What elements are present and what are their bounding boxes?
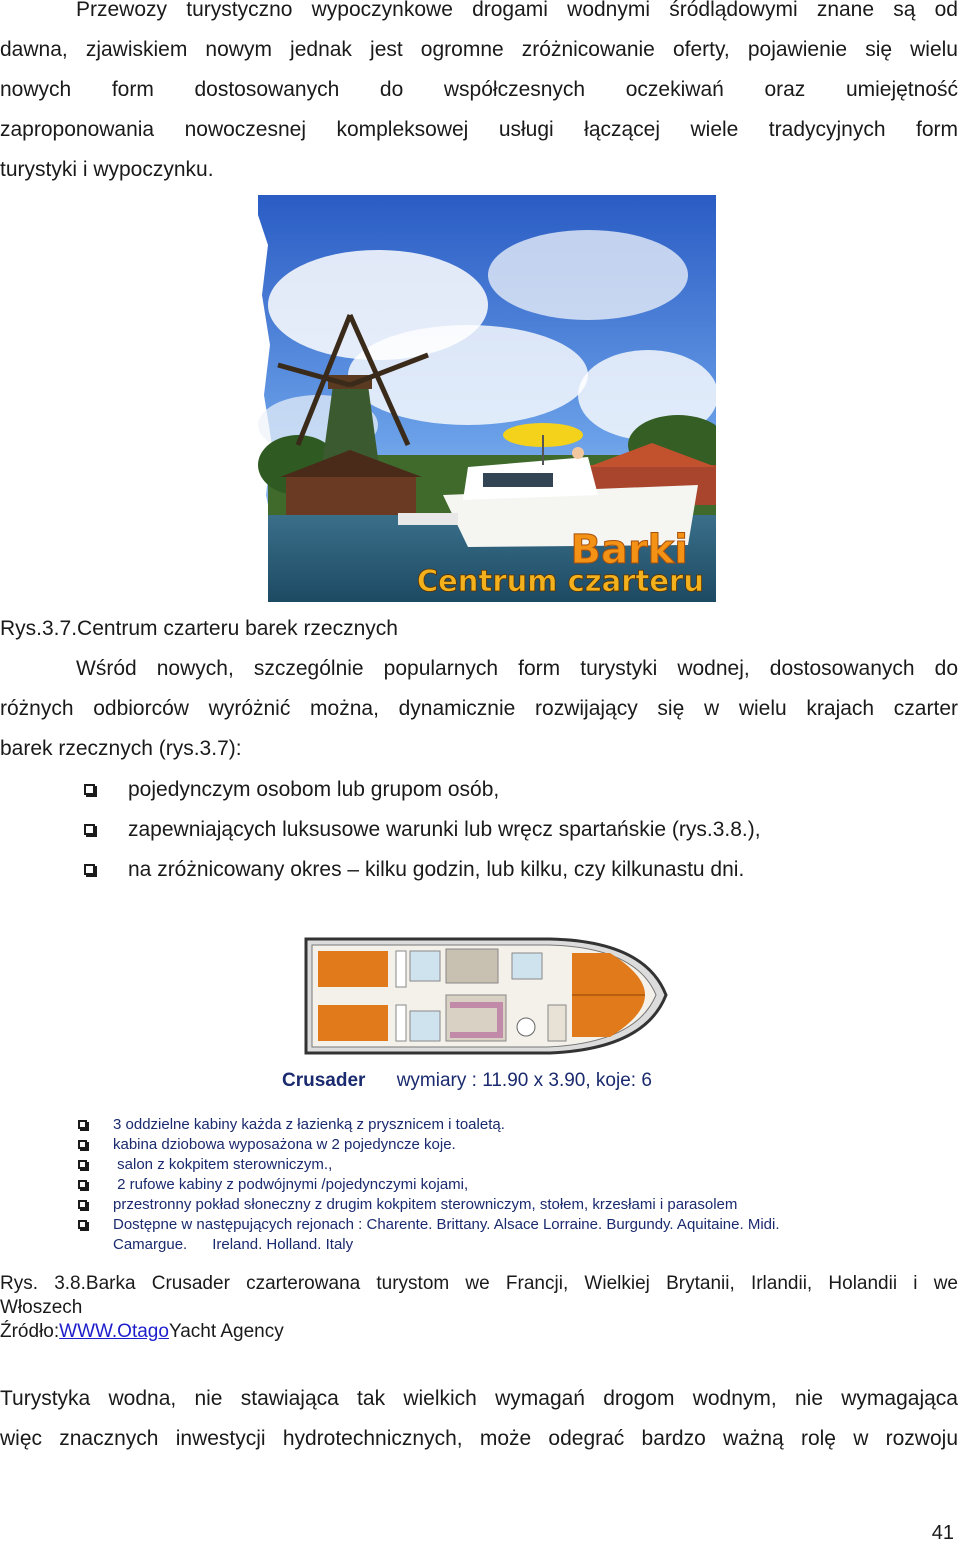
- fig38-caption: [0, 1272, 958, 1344]
- floor-plan-diagram: [300, 935, 672, 1057]
- square-bullet-icon: [78, 1160, 87, 1169]
- page-number: 41: [931, 1522, 954, 1544]
- square-bullet-icon: [84, 864, 95, 875]
- list-item-continuation: Camargue. Ireland. Holland. Italy: [113, 1236, 354, 1253]
- square-bullet-icon: [78, 1120, 87, 1129]
- boat-name: Crusader: [282, 1070, 366, 1091]
- square-bullet-icon: [78, 1180, 87, 1189]
- photo-title-barki: Barki: [570, 527, 688, 573]
- text-line: turystyki i wypoczynku.: [0, 158, 214, 181]
- list-item: Dostępne w następujących rejonach : Charente. Brittany. Alsace Lorraine. Burgundy. Aquitaine. Midi.: [76, 1215, 780, 1235]
- source-link[interactable]: WWW.Otago: [59, 1321, 169, 1342]
- charter-bullet-list: [76, 770, 761, 890]
- fig37-caption: [0, 609, 958, 649]
- closing-paragraph: [0, 1379, 958, 1459]
- paragraph-charter: [0, 649, 958, 769]
- list-item: przestronny pokład słoneczny z drugim kokpitem sterowniczym, stołem, krzesłami i parasolem: [76, 1195, 780, 1215]
- photo-subtitle: Centrum czarteru: [416, 564, 704, 598]
- square-bullet-icon: [84, 784, 95, 795]
- text-line: Wśród nowych, szczególnie popularnych form turystyki wodnej, dostosowanych do: [76, 657, 958, 680]
- list-item: salon z kokpitem sterowniczym.,: [76, 1155, 780, 1175]
- boat-floor-plan: [300, 935, 672, 1057]
- text-line: Rys. 3.8.Barka Crusader czarterowana turystom we Francji, Wielkiej Brytanii, Irlandii, Holandii i we: [0, 1273, 958, 1294]
- list-item: kabina dziobowa wyposażona w 2 pojedyncze koje.: [76, 1135, 780, 1155]
- text-line: Turystyka wodna, nie stawiająca tak wielkich wymagań drogom wodnym, nie wymagająca: [0, 1387, 958, 1410]
- square-bullet-icon: [78, 1140, 87, 1149]
- list-item: pojedynczym osobom lub grupom osób,: [76, 770, 761, 810]
- square-bullet-icon: [84, 824, 95, 835]
- list-item: 2 rufowe kabiny z podwójnymi /pojedynczymi kojami,: [76, 1175, 780, 1195]
- caption-text: Rys.3.7.Centrum czarteru barek rzecznych: [0, 617, 398, 640]
- text-line: Przewozy turystyczno wypoczynkowe drogami wodnymi śródlądowymi znane są od: [76, 0, 958, 21]
- list-item: zapewniających luksusowe warunki lub wręcz spartańskie (rys.3.8.),: [76, 810, 761, 850]
- list-item: na zróżnicowany okres – kilku godzin, lub kilku, czy kilkunastu dni.: [76, 850, 761, 890]
- windmill-barge-photo: [258, 195, 716, 602]
- text-line: Włoszech: [0, 1297, 83, 1318]
- boat-dimensions: wymiary : 11.90 x 3.90, koje: 6: [396, 1070, 652, 1091]
- square-bullet-icon: [78, 1220, 87, 1229]
- text-line: nowych form dostosowanych do współczesnych oczekiwań oraz umiejętność: [0, 78, 958, 101]
- text-line: zaproponowania nowoczesnej kompleksowej usługi łączącej wiele tradycyjnych form: [0, 118, 958, 141]
- intro-paragraph: [0, 0, 958, 190]
- text-line: dawna, zjawiskiem nowym jednak jest ogromne zróżnicowanie oferty, pojawienie się wielu: [0, 38, 958, 61]
- photo-illustration: [258, 195, 716, 602]
- boat-title: [282, 1068, 652, 1094]
- square-bullet-icon: [78, 1200, 87, 1209]
- boat-features-list: [76, 1115, 780, 1255]
- text-line: barek rzecznych (rys.3.7):: [0, 737, 242, 760]
- text-line: więc znacznych inwestycji hydrotechnicznych, może odegrać bardzo ważną rolę w rozwoju: [0, 1427, 958, 1450]
- source-line: Źródło:WWW.OtagoYacht Agency: [0, 1321, 284, 1342]
- list-item: 3 oddzielne kabiny każda z łazienką z prysznicem i toaletą.: [76, 1115, 780, 1135]
- text-line: różnych odbiorców wyróżnić można, dynamicznie rozwijający się w wielu krajach czarter: [0, 697, 958, 720]
